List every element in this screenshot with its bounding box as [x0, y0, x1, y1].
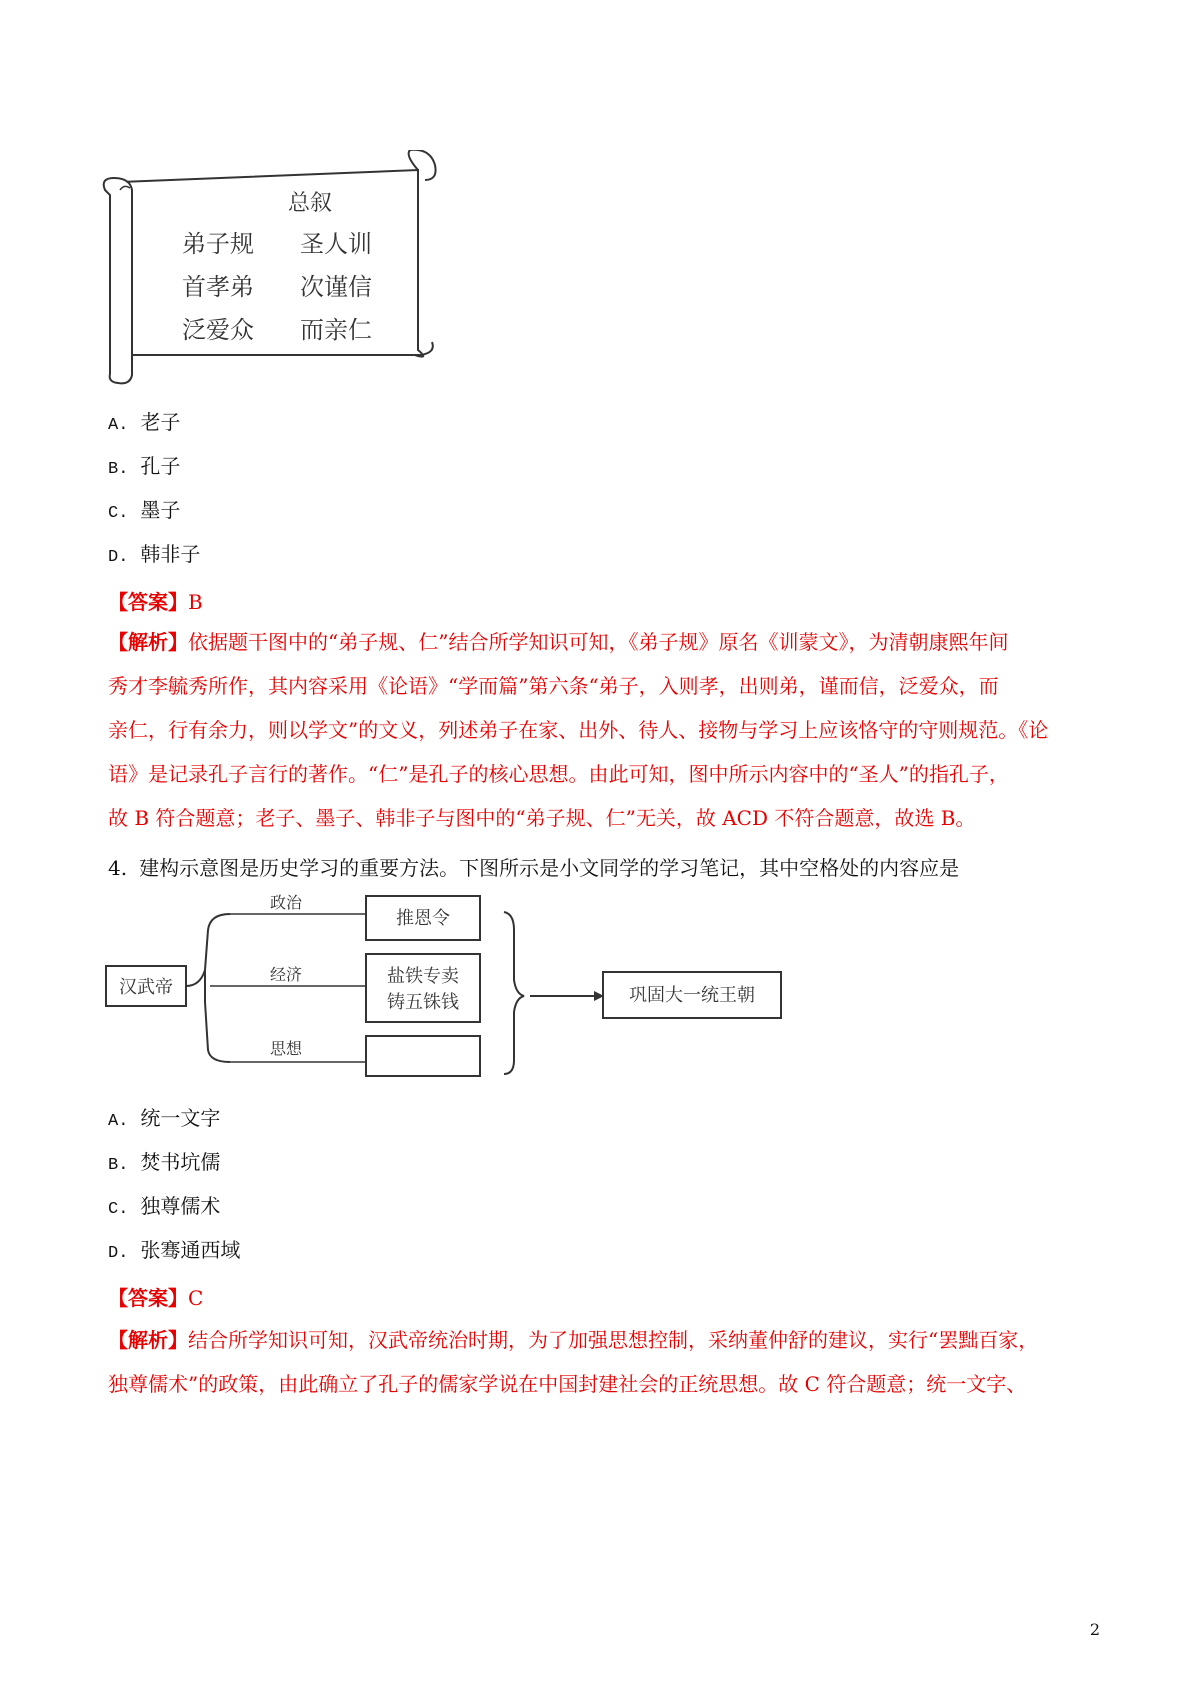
diagram-branch-politics: 政治 — [269, 893, 303, 912]
scroll-title: 总叙 — [287, 191, 333, 216]
q4-option-d: D. 张骞通西域 — [108, 1238, 241, 1263]
diagram-root: 汉武帝 — [119, 977, 173, 998]
scroll-line-3-a: 泛爱众 — [182, 316, 254, 344]
diagram-box-thought-blank — [366, 1036, 480, 1076]
q3-analysis: 【解析】依据题干图中的“弟子规、仁”结合所学知识可知，《弟子规》原名《训蒙文》，为清朝康熙年间 秀才李毓秀所作，其内容采用《论语》“学而篇”第六条“弟子，入则孝，出则弟，谨而信，泛爱众，而 亲仁，行有余力，则以学文”的文义，列述弟子在家、出外、待人、接物与学习上应该恪守的守则规范。《论 语》是记录孔子言行的著作。“仁”是孔子的核心思想。由此可知，图中所示内容中的“圣人”的指孔子， 故 B 符合题意；老子、墨子、韩非子与图中的“弟子规、仁”无关，故 ACD 不符合题意，故选 B。 — [108, 630, 1049, 830]
q3-option-a: A. 老子 — [108, 410, 181, 435]
q4-option-b: B. 焚书坑儒 — [108, 1150, 221, 1175]
diagram-result: 巩固大一统王朝 — [629, 985, 755, 1006]
diagram-branch-economy: 经济 — [269, 965, 303, 984]
diagram-branch-thought: 思想 — [269, 1039, 303, 1058]
q3-answer: 【答案】B — [108, 590, 203, 614]
q3-option-d: D. 韩非子 — [108, 542, 201, 567]
q3-option-c: C. 墨子 — [108, 498, 181, 523]
scroll-line-1-a: 弟子规 — [182, 230, 254, 258]
scroll-line-3-b: 而亲仁 — [300, 316, 372, 344]
diagram-content-politics: 推恩令 — [396, 908, 450, 929]
diagram-content-economy-2: 铸五铢钱 — [387, 992, 459, 1013]
scroll-line-2-b: 次谨信 — [300, 273, 372, 301]
q4-question: 4. 建构示意图是历史学习的重要方法。下图所示是小文同学的学习笔记，其中空格处的内容应是 — [108, 856, 960, 880]
q4-option-a: A. 统一文字 — [108, 1106, 221, 1131]
q4-analysis: 【解析】结合所学知识可知，汉武帝统治时期，为了加强思想控制，采纳董仲舒的建议，实行“罢黜百家， 独尊儒术”的政策，由此确立了孔子的儒家学说在中国封建社会的正统思想。故 C 符合题意；统一文字、 — [108, 1328, 1039, 1396]
scroll-line-2-a: 首孝弟 — [182, 273, 254, 301]
q4-diagram — [100, 890, 800, 1080]
diagram-content-economy-1: 盐铁专卖 — [387, 966, 459, 987]
q3-option-b: B. 孔子 — [108, 454, 181, 479]
q4-option-c: C. 独尊儒术 — [108, 1194, 221, 1219]
scroll-illustration — [100, 150, 450, 390]
scroll-line-1-b: 圣人训 — [300, 230, 372, 258]
q4-answer: 【答案】C — [108, 1286, 204, 1310]
page-number: 2 — [1089, 1620, 1100, 1639]
